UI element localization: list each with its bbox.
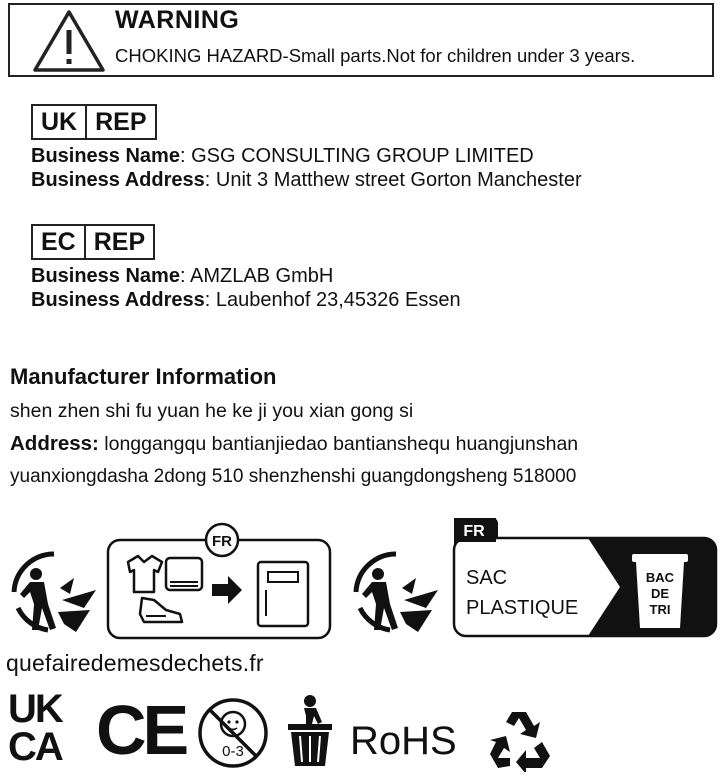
sorting-instructions-box [106, 518, 332, 642]
manufacturer-address-line1-row [10, 432, 578, 456]
ce-mark: CE [96, 691, 186, 769]
triman-icon-2 [346, 548, 444, 634]
age-restriction-icon [196, 696, 270, 770]
recycling-url: quefairedemesdechets.fr [6, 650, 264, 676]
uk-rep-badge [31, 104, 157, 140]
bin-line2: DE [650, 586, 670, 601]
uk-rep-address-value: Unit 3 Matthew street Gorton Manchester [215, 169, 582, 191]
uk-rep-address-label: Business Address [31, 169, 205, 191]
bin-line3: TRI [649, 602, 671, 617]
ec-rep-name-colon: : [179, 265, 190, 287]
manufacturer-title: Manufacturer Information [10, 364, 277, 389]
uk-rep-name-value: GSG CONSULTING GROUP LIMITED [191, 145, 534, 167]
sac-line1: SAC [466, 567, 508, 589]
sac-line2: PLASTIQUE [466, 597, 579, 619]
ukca-bottom: CA [8, 725, 62, 769]
uk-rep-badge-right: REP [85, 106, 154, 138]
uk-rep-address-line [31, 168, 582, 192]
uk-rep-name-line [31, 144, 534, 168]
uk-rep-name-colon: : [179, 145, 192, 167]
ec-rep-name-value: AMZLAB GmbH [189, 265, 334, 287]
rohs-mark: RoHS [350, 719, 457, 763]
warning-title: WARNING [115, 6, 240, 34]
sac-plastique-box [452, 516, 720, 640]
fr-badge-text-2: FR [463, 523, 485, 540]
ec-rep-address-line [31, 288, 461, 312]
weee-bin-icon [282, 694, 338, 770]
uk-rep-address-colon: : [204, 169, 216, 191]
warning-text: CHOKING HAZARD-Small parts.Not for children under 3 years. [115, 45, 636, 66]
ec-rep-name-label: Business Name [31, 265, 180, 287]
triman-icon [4, 548, 102, 634]
ec-rep-address-colon: : [204, 289, 216, 311]
uk-rep-badge-left: UK [41, 108, 78, 136]
manufacturer-address-line2: yuanxiongdasha 2dong 510 shenzhenshi guangdongsheng 518000 [10, 466, 577, 487]
ec-rep-address-label: Business Address [31, 289, 205, 311]
age-label: 0-3 [222, 743, 244, 760]
uk-rep-name-label: Business Name [31, 145, 180, 167]
ukca-top: UK [8, 687, 62, 731]
ec-rep-name-line [31, 264, 333, 288]
ec-rep-badge-right: REP [84, 226, 153, 258]
ec-rep-badge-left: EC [41, 228, 76, 256]
manufacturer-address-label: Address: [10, 432, 99, 455]
fr-badge-text-1: FR [212, 533, 232, 550]
manufacturer-address-line1: longgangqu bantianjiedao bantianshequ huangjunshan [104, 433, 579, 455]
recycle-icon [484, 708, 554, 772]
ec-rep-address-value: Laubenhof 23,45326 Essen [215, 289, 461, 311]
ukca-mark [8, 687, 88, 770]
ec-rep-badge [31, 224, 155, 260]
bin-line1: BAC [645, 570, 675, 585]
warning-triangle-icon [32, 8, 106, 74]
manufacturer-name: shen zhen shi fu yuan he ke ji you xian gong si [10, 400, 414, 422]
